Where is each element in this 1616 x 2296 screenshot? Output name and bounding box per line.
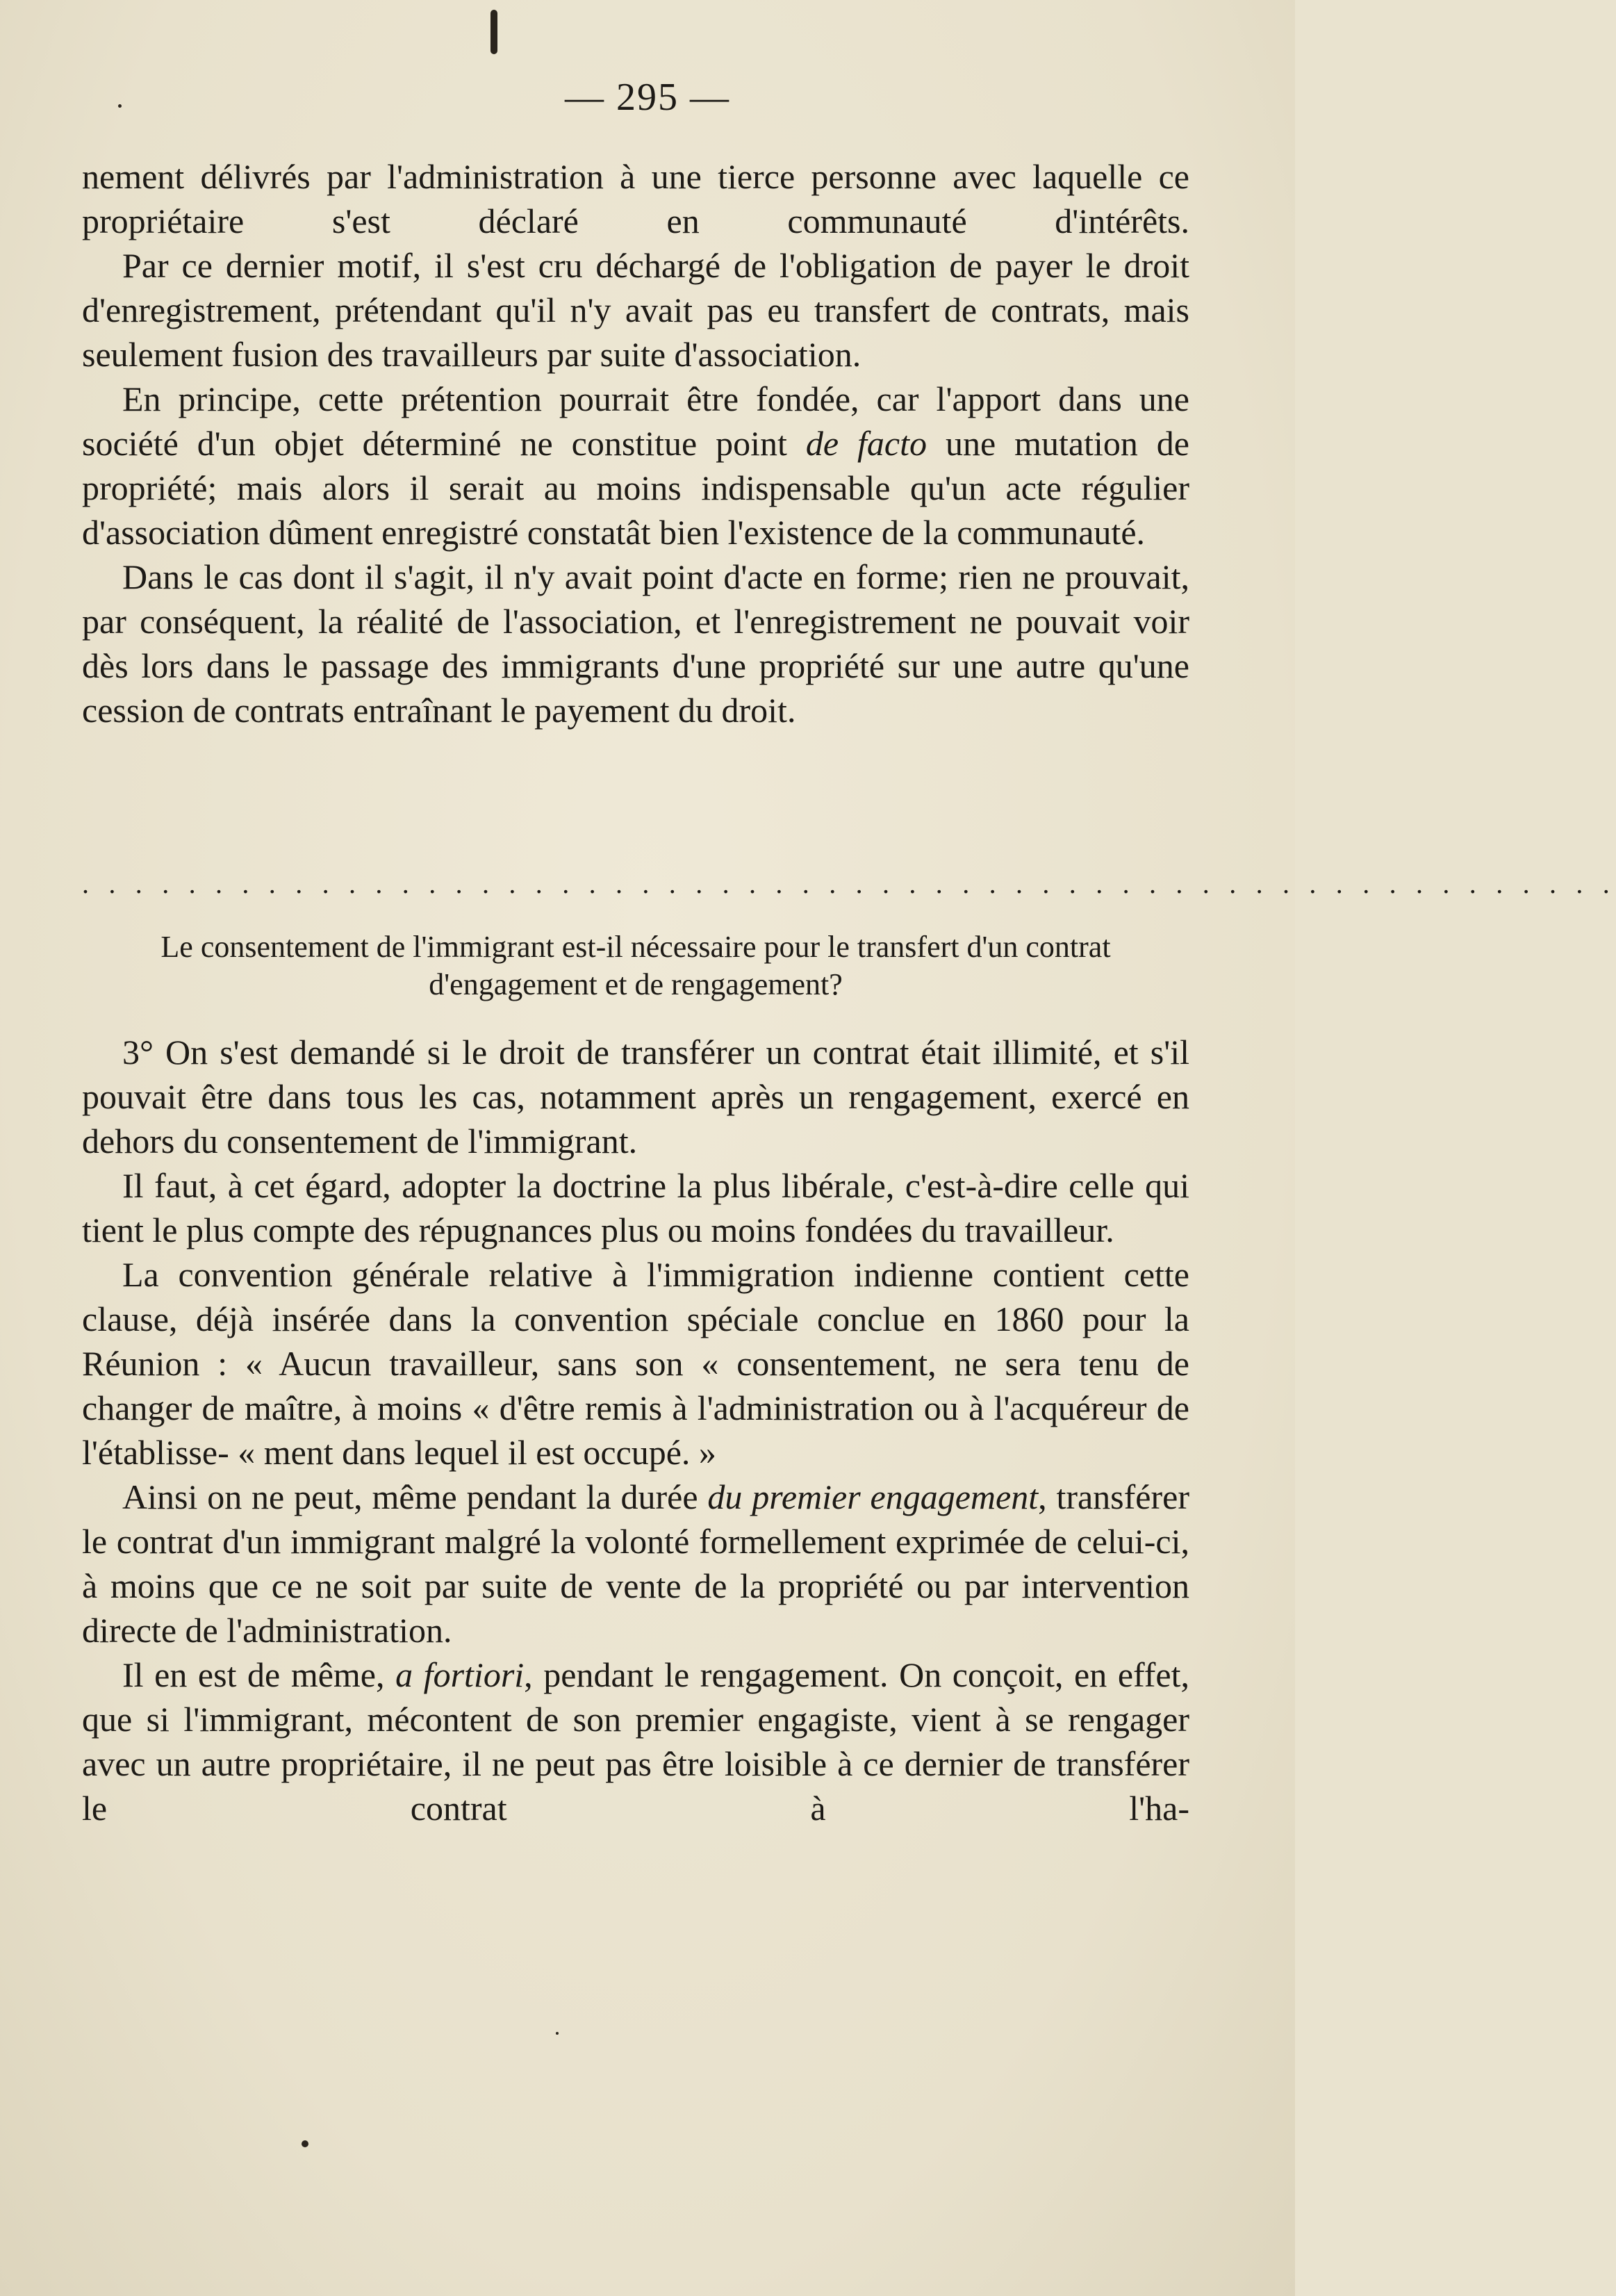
paragraph-convention: La convention générale relative à l'immigration indienne contient cette clause, déjà insérée dans la convention spéciale conclue en 1860 pour la Réunion : « Aucun travailleur, sans son « consentement, ne sera tenu de changer de maître, à moins « d'être remis à l'administration ou à l'acquéreur de l'établisse- « ment dans lequel il est occupé. » — [82, 1255, 1189, 1472]
paragraph-dernier-motif: Par ce dernier motif, il s'est cru déchargé de l'obligation de payer le droit d'enregistrement, prétendant qu'il n'y avait pas eu transfert de contrats, mais seulement fusion des travailleurs par suite d'association. — [82, 246, 1189, 374]
paragraph-en-principe — [82, 377, 1189, 555]
paragraph-text: Ainsi on ne peut, même pendant la durée — [122, 1477, 708, 1516]
paragraph-text: , transférer le contrat d'un immigrant malgré la volonté formellement exprimée de celui-ci, à moins que ce ne soit par suite de vente de la propriété ou par intervention directe de l'administration. — [82, 1477, 1189, 1650]
paragraph-text: Il en est de même, — [122, 1655, 396, 1694]
upper-text-block — [82, 154, 1189, 732]
paragraph-il-en-est — [82, 1653, 1189, 1830]
ink-speck — [556, 2032, 559, 2035]
ink-speck — [302, 2140, 308, 2147]
italic-phrase: de facto — [805, 424, 927, 463]
italic-phrase: du premier engagement — [707, 1477, 1039, 1516]
section-text-block — [82, 1030, 1189, 1830]
paragraph-text: , pendant le rengagement. On conçoit, en effet, que si l'immigrant, mécontent de son premier engagiste, vient à se rengager avec un autre propriétaire, il ne peut pas être loisible à ce dernier de transférer le contrat à l'ha- — [82, 1655, 1190, 1828]
paragraph-continuation: nement délivrés par l'administration à une tierce personne avec laquelle ce propriétaire s'est déclaré en communauté d'intérêts. — [82, 157, 1189, 240]
dotted-separator: . . . . . . . . . . . . . . . . . . . . . . . . . . . . . . . . . . . . . . . . . . . . . . . . . . . . . . . . . . — [82, 868, 1616, 899]
paragraph-ainsi — [82, 1475, 1189, 1653]
section-heading: Le consentement de l'immigrant est-il nécessaire pour le transfert d'un contrat d'engagement et de rengagement? — [160, 930, 1111, 1001]
paragraph-text: En principe, cette prétention pourrait être fondée, car l'apport dans une société d'un objet déterminé ne constitue point — [82, 379, 1189, 463]
paragraph-dans-le-cas: Dans le cas dont il s'agit, il n'y avait point d'acte en forme; rien ne prouvait, par conséquent, la réalité de l'association, et l'enregistrement ne pouvait voir dès lors dans le passage des immigrants d'une propriété sur une autre qu'une cession de contrats entraînant le payement du droit. — [82, 557, 1189, 730]
ink-mark — [490, 10, 497, 54]
paragraph-3: 3° On s'est demandé si le droit de transférer un contrat était illimité, et s'il pouvait être dans tous les cas, notamment après un rengagement, exercé en dehors du consentement de l'immigrant. — [82, 1033, 1189, 1161]
paragraph-il-faut: Il faut, à cet égard, adopter la doctrine la plus libérale, c'est-à-dire celle qui tient le plus compte des répugnances plus ou moins fondées du travailleur. — [82, 1166, 1189, 1249]
paragraph-text: une mutation de propriété; mais alors il serait au moins indispensable qu'un acte régulier d'association dûment enregistré constatât bien l'existence de la communauté. — [82, 424, 1189, 552]
ink-speck — [118, 104, 122, 108]
italic-phrase: a fortiori — [395, 1655, 525, 1694]
page-number: — 295 — — [565, 76, 730, 119]
